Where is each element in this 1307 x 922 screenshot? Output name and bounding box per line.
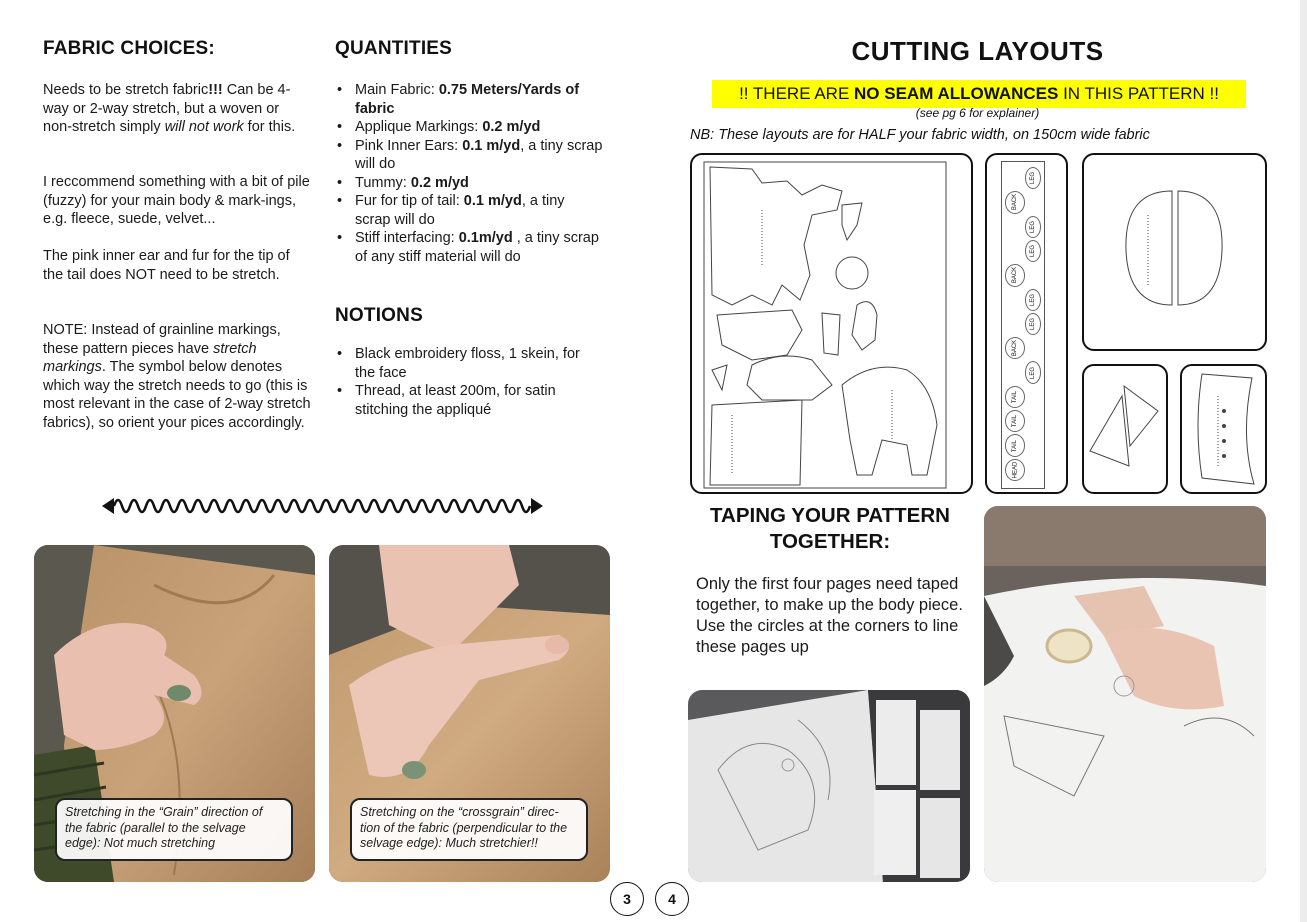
strip-piece — [1005, 459, 1025, 481]
strip-piece — [1025, 216, 1041, 238]
taping-section-title: TAPING YOUR PATTERN TOGETHER: — [710, 504, 950, 553]
grain-caption: Stretching in the “Grain” direction of the fabric (parallel to the selvage edge): Not much stretching — [55, 798, 293, 861]
list-item: • Thread, at least 200m, for satin stitching the appliqué — [335, 382, 603, 419]
list-item: • Tummy: 0.2 m/yd — [335, 174, 603, 193]
strip-piece — [1005, 264, 1025, 286]
stretch-direction-icon — [100, 492, 545, 520]
list-item: • Black embroidery floss, 1 skein, for the face — [335, 345, 603, 382]
quantities-list — [335, 81, 603, 266]
notions-list — [335, 345, 603, 419]
strip-piece — [1025, 289, 1041, 311]
hands-taping-photo — [984, 506, 1266, 882]
page-number-right: 4 — [655, 882, 689, 916]
strip-label: LEG — [1029, 293, 1036, 306]
strip-label: TAIL — [1011, 390, 1018, 404]
explainer-reference: (see pg 6 for explainer) — [915, 106, 1040, 120]
strip-label: BACK — [1012, 194, 1018, 211]
notions-title: NOTIONS — [335, 305, 423, 326]
taping-instructions: Only the first four pages need taped together, to make up the body piece. Use the circles at the corners to line these pages up — [696, 575, 963, 656]
seam-allowance-warning: !! THERE ARE NO SEAM ALLOWANCES IN THIS PATTERN !! — [712, 80, 1246, 108]
strip-piece — [1025, 313, 1041, 335]
taped-pages-photo — [688, 690, 970, 882]
fabric-choices-title: FABRIC CHOICES: — [43, 38, 215, 59]
strip-label: HEAD — [1011, 461, 1018, 479]
tummy-cutting-layout — [1082, 153, 1267, 351]
strip-label: LEG — [1029, 220, 1036, 233]
fabric-choices-para-1: Needs to be stretch fabric!!! Can be 4-way or 2-way stretch, but a woven or non-stretch simply will not work for this. — [43, 82, 296, 135]
page-title: CUTTING LAYOUTS — [851, 36, 1104, 66]
strip-piece — [1005, 386, 1025, 408]
list-item: • Stiff interfacing: 0.1m/yd , a tiny scrap of any stiff material will do — [335, 229, 603, 266]
strip-label: BACK — [1012, 267, 1018, 284]
list-item: • Fur for tip of tail: 0.1 m/yd, a tiny scrap will do — [335, 192, 603, 229]
strip-piece — [1005, 191, 1025, 213]
strip-label: TAIL — [1011, 415, 1018, 428]
fabric-choices-para-2: I reccommend something with a bit of pile (fuzzy) for your main body & mark-ings, e.g. fleece, suede, velvet... — [43, 174, 310, 227]
fabric-choices-para-3: The pink inner ear and fur for the tip of the tail does NOT need to be stretch. — [43, 248, 290, 283]
strip-piece — [1025, 240, 1041, 262]
stretch-markings-note: NOTE: Instead of grainline markings, these pattern pieces have stretch markings. The symbol below denotes which way the stretch needs to go (this is most relevant in the case of 2-way stretch fabrics), so orient your pices accordingly. — [43, 322, 311, 431]
strip-piece — [1005, 434, 1025, 456]
interfacing-cutting-layout — [1180, 364, 1267, 494]
main-cutting-layout — [690, 153, 973, 494]
strip-label: TAIL — [1011, 439, 1018, 452]
list-item: • Pink Inner Ears: 0.1 m/yd, a tiny scrap will do — [335, 137, 603, 174]
crossgrain-caption: Stretching on the “crossgrain” direc-tion of the fabric (perpendicular to the selvage edge): Much stretchier!! — [350, 798, 588, 861]
ear-cutting-layout — [1082, 364, 1168, 494]
strip-label: LEG — [1029, 245, 1036, 258]
list-item: • Main Fabric: 0.75 Meters/Yards of fabric — [335, 81, 603, 118]
strip-label: BACK — [1012, 340, 1018, 357]
strip-label: LEG — [1029, 366, 1036, 379]
quantities-title: QUANTITIES — [335, 38, 453, 59]
strip-label: LEG — [1029, 172, 1036, 185]
strip-cutting-layout — [985, 153, 1068, 494]
page-number-left: 3 — [610, 882, 644, 916]
page-edge — [1300, 0, 1307, 922]
strip-label: LEG — [1029, 317, 1036, 330]
strip-piece — [1025, 361, 1041, 383]
list-item: • Applique Markings: 0.2 m/yd — [335, 118, 603, 137]
fabric-width-note: NB: These layouts are for HALF your fabric width, on 150cm wide fabric — [690, 127, 1150, 143]
